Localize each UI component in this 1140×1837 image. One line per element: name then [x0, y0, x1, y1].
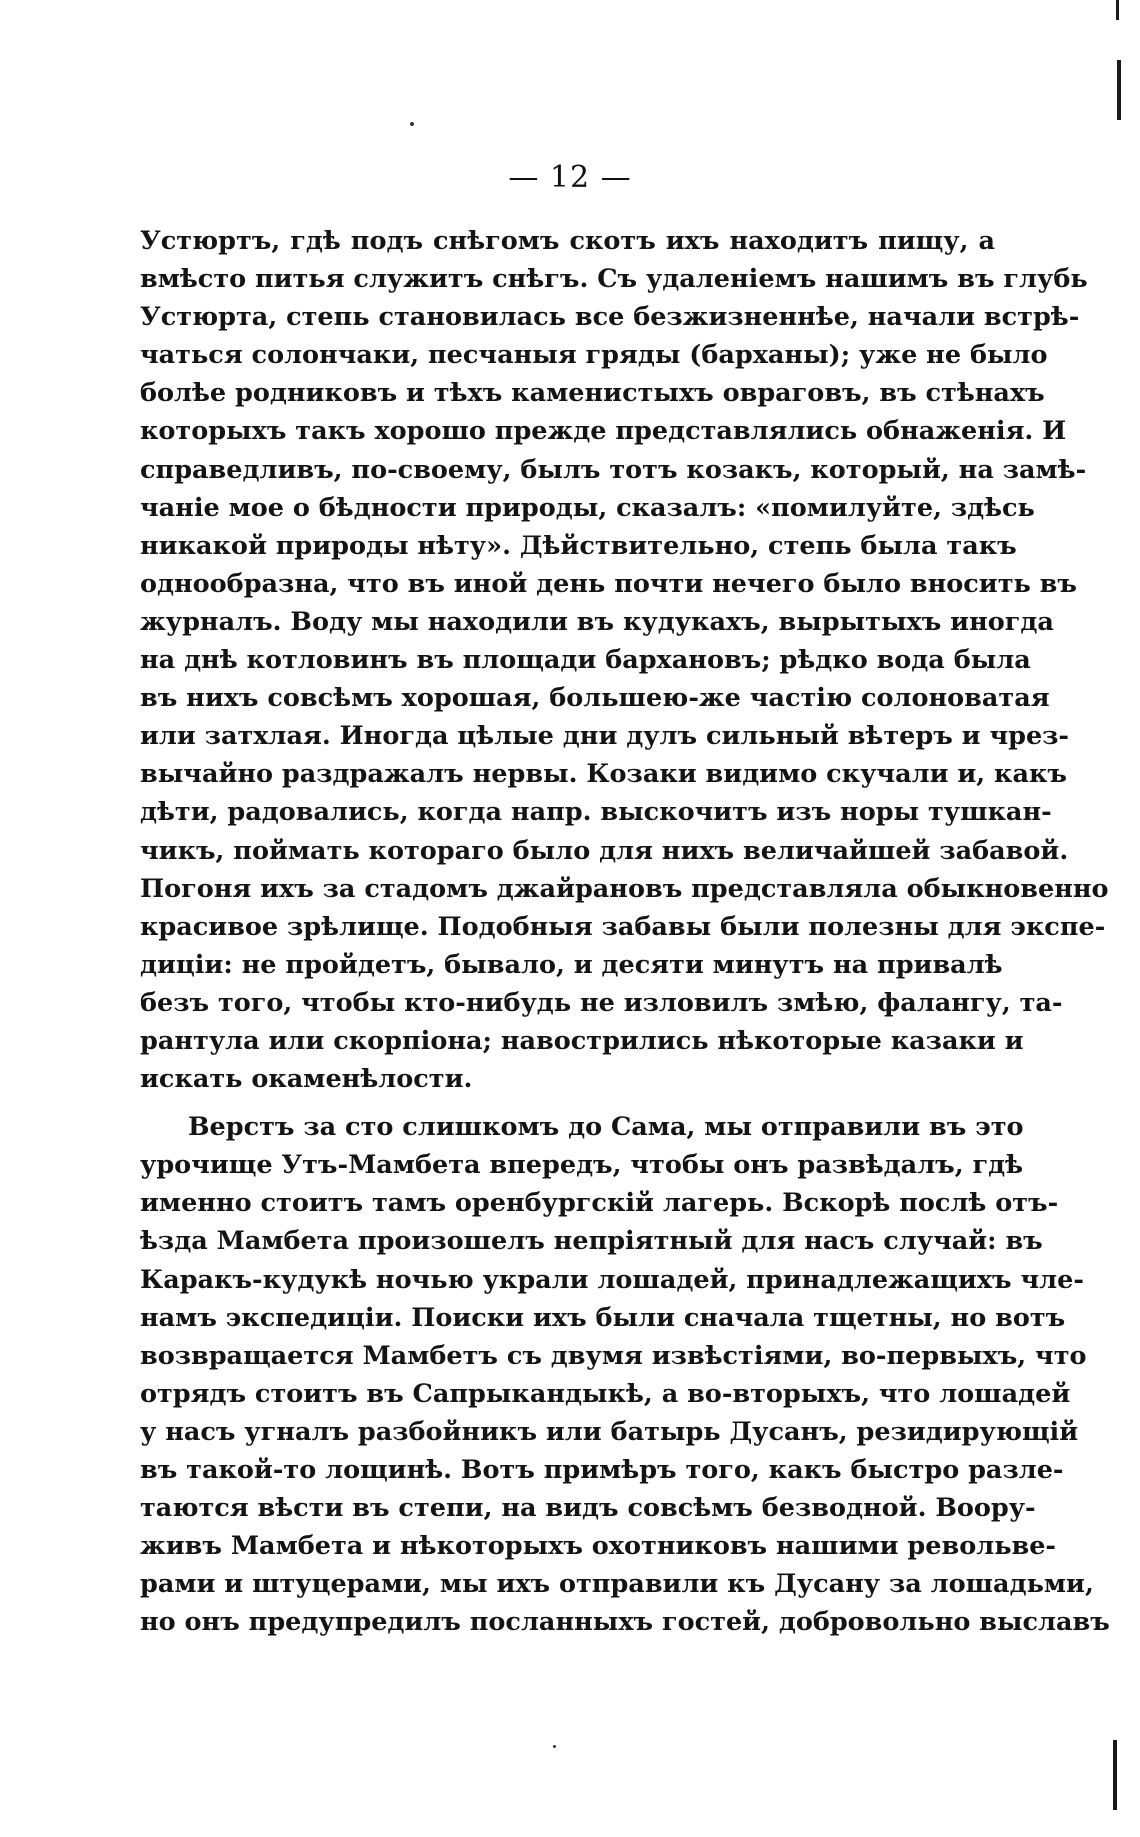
text-line: таются вѣсти въ степи, на видъ совсѣмъ безводной. Воору- — [140, 1493, 1036, 1524]
text-line: искать окаменѣлости. — [140, 1064, 473, 1095]
text-line: Устюртъ, гдѣ подъ снѣгомъ скотъ ихъ находитъ пищу, а — [140, 226, 995, 256]
text-line: справедливъ, по-своему, былъ тотъ козакъ, который, на замѣ- — [140, 454, 1087, 485]
text-line: чаться солончаки, песчаныя гряды (барханы); уже не было — [140, 340, 1048, 371]
text-line: никакой природы нѣту». Дѣйствительно, степь была такъ — [140, 530, 1017, 561]
text-line: Каракъ-кудукѣ ночью украли лошадей, принадлежащихъ чле- — [140, 1264, 1084, 1295]
text-line: живъ Мамбета и нѣкоторыхъ охотниковъ нашими револьве- — [140, 1531, 1057, 1562]
text-line: или затхлая. Иногда цѣлые дни дулъ сильный вѣтеръ и чрез- — [140, 721, 1070, 752]
text-line: Устюрта, степь становилась все безжизненнѣе, начали встрѣ- — [140, 302, 1080, 333]
text-line: на днѣ котловинъ въ площади бархановъ; рѣдко вода была — [140, 645, 1031, 676]
body-text — [140, 222, 1110, 1641]
text-line: въ такой-то лощинѣ. Вотъ примѣръ того, какъ быстро разле- — [140, 1455, 1064, 1485]
text-line: диціи: не пройдетъ, бывало, и десяти минутъ на привалѣ — [140, 949, 1003, 980]
text-line: у насъ угналъ разбойникъ или батырь Дусанъ, резидирующій — [140, 1416, 1079, 1447]
paragraph-gap — [140, 1098, 995, 1108]
text-line: которыхъ такъ хорошо прежде представлялись обнаженія. И — [140, 416, 1067, 447]
text-line: вмѣсто питья служитъ снѣгъ. Съ удаленіемъ нашимъ въ глубь — [140, 264, 1088, 295]
text-line: журналъ. Воду мы находили въ кудукахъ, вырытыхъ иногда — [140, 606, 1054, 637]
scan-edge-mark-top — [1117, 60, 1121, 120]
text-line: красивое зрѣлище. Подобныя забавы были полезны для экспе- — [140, 911, 1106, 942]
text-line: вычайно раздражалъ нервы. Козаки видимо скучали и, какъ — [140, 759, 1067, 790]
text-line: отрядъ стоитъ въ Сапрыкандыкѣ, а во-вторыхъ, что лошадей — [140, 1378, 1071, 1409]
paragraph-2 — [140, 1108, 1110, 1641]
text-line: безъ того, чтобы кто-нибудь не изловилъ змѣю, фалангу, та- — [140, 987, 1063, 1018]
scan-speck — [410, 122, 414, 126]
scan-edge-mark-bottom — [1113, 1740, 1117, 1810]
text-line: однообразна, что въ иной день почти нечего было вносить въ — [140, 568, 1077, 599]
text-line: дѣти, радовались, когда напр. выскочитъ изъ норы тушкан- — [140, 797, 1052, 828]
text-line: именно стоитъ тамъ оренбургскій лагерь. Вскорѣ послѣ отъ- — [140, 1188, 1059, 1219]
text-line: Погоня ихъ за стадомъ джайрановъ представляла обыкновенно — [140, 873, 1109, 904]
scan-speck — [553, 1745, 556, 1748]
text-line: урочище Утъ-Мамбета впередъ, чтобы онъ развѣдалъ, гдѣ — [140, 1150, 1024, 1181]
text-line: возвращается Мамбетъ съ двумя извѣстіями, во-первыхъ, что — [140, 1340, 1087, 1371]
text-line: ѣзда Мамбета произошелъ непріятный для насъ случай: въ — [140, 1226, 1043, 1257]
text-line: намъ экспедиціи. Поиски ихъ были сначала тщетны, но вотъ — [140, 1302, 1066, 1333]
paragraph-1 — [140, 222, 1109, 1098]
text-line: болѣе родниковъ и тѣхъ каменистыхъ овраговъ, въ стѣнахъ — [140, 378, 1045, 409]
text-line: чикъ, поймать котораго было для нихъ величайшей забавой. — [140, 835, 1069, 866]
scan-edge-mark-top-2 — [1116, 0, 1119, 20]
text-line: но онъ предупредилъ посланныхъ гостей, добровольно выславъ — [140, 1607, 1110, 1638]
text-line: Верстъ за сто слишкомъ до Сама, мы отправили въ это — [188, 1112, 1024, 1143]
text-line: рами и штуцерами, мы ихъ отправили къ Дусану за лошадьми, — [140, 1569, 1094, 1600]
page-number: — 12 — — [508, 160, 632, 195]
text-line: рантула или скорпіона; навострились нѣкоторые казаки и — [140, 1025, 1024, 1056]
text-line: въ нихъ совсѣмъ хорошая, большею-же частію солоноватая — [140, 683, 1050, 714]
text-line: чаніе мое о бѣдности природы, сказалъ: «помилуйте, здѣсь — [140, 492, 1035, 523]
